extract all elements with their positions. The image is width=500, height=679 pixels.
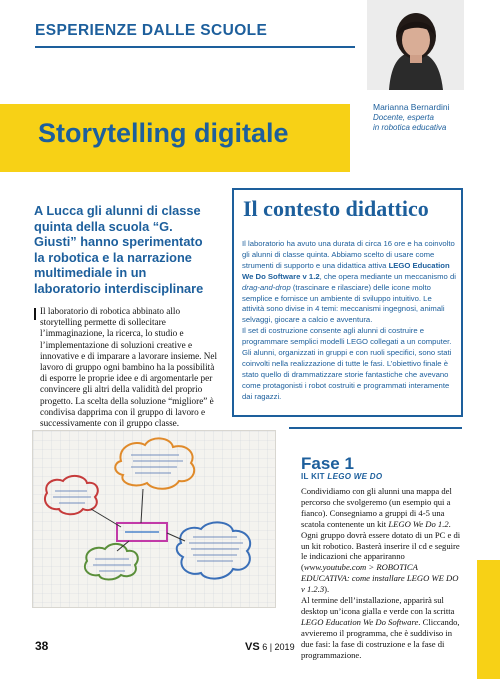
- fase-text: [301, 486, 463, 661]
- page-edge-accent: [477, 560, 500, 679]
- section-label: ESPERIENZE DALLE SCUOLE: [35, 22, 268, 39]
- page-number: 38: [35, 639, 49, 653]
- author-role: [373, 113, 483, 133]
- context-paragraph-2: Il set di costruzione consente agli alunni di costruire e programmare semplici modelli LEGO collegati a un computer. Gli alunni, organizzati in gruppi e con ruoli specifici, sono stati coinvolti nella realizzazione di tutte le fasi. L’obiettivo finale è stato quello di drammatizzare storie fantastiche che avevano come protagonisti i robot costruiti e programmati interamente dai ragazzi.: [242, 326, 452, 401]
- author-role-line2: in robotica educativa: [373, 123, 447, 132]
- fase-rule: [289, 427, 462, 429]
- software-name: LEGO Education We Do Software v 1.2: [242, 260, 450, 281]
- article-title: Storytelling digitale: [38, 118, 289, 148]
- context-paragraph-1: Il laboratorio ha avuto una durata di circa 16 ore e ha coinvolto gli alunni di classe quinta. Abbiamo scelto di usare come strumenti di supporto e una didattica attiva LEGO Education We Do Software v 1.2, che opera mediante un meccanismo di drag-and-drop (trascinare e rilasciare) delle icone molto semplice e fornisce un ambiente di sviluppo intuitivo. Le attività sono divise in 4 temi: meccanismi ingegnosi, animali selvaggi, giocare a calcio e avventura.: [242, 239, 456, 325]
- fase-title: Fase 1: [301, 454, 354, 473]
- context-box-text: [242, 239, 456, 403]
- header-rule: [35, 46, 355, 48]
- paragraph-marker: [34, 308, 36, 320]
- youtube-reference: www.youtube.com > ROBOTICA EDUCATIVA: come installare LEGO WE DO v 1.2.3: [301, 562, 459, 595]
- magazine-issue: [245, 641, 295, 653]
- issue-date: 6 | 2019: [262, 642, 295, 652]
- body-paragraph: [40, 306, 223, 429]
- magazine-logo: VS: [245, 641, 260, 653]
- author-name: Marianna Bernardini: [373, 102, 450, 112]
- body-text: Il laboratorio di robotica abbinato allo storytelling permette di sollecitare l’immaginazione, la ricerca, lo studio e l’implementazione di soluzioni creative e innovative e di imparare a lavorare insieme. Nel lavoro di gruppo ogni bambino ha la possibilità di esporre le proprie idee e di argomentarle per convincere gli altri della validità del proprio progetto. La scelta della soluzione “migliore” è condivisa dapprima con il gruppo di lavoro e successivamente con il gruppo classe.: [40, 306, 218, 429]
- lead-paragraph: A Lucca gli alunni di classe quinta della scuola “G. Giusti” hanno sperimentato la robotica e la narrazione multimediale in un laboratorio interdisciplinare: [34, 203, 204, 296]
- drag-drop-term: drag-and-drop: [242, 282, 291, 292]
- author-role-line1: Docente, esperta: [373, 113, 434, 122]
- fase-paragraph-2: Al termine dell’installazione, apparirà sul desktop un’icona gialla e verde con la scritta LEGO Education We Do Software. Cliccando, avvieremo il programma, che è suddiviso in due fasi: la fase di costruzione e la fase di programmazione.: [301, 595, 460, 660]
- fase-subtitle: IL KIT LEGO WE DO: [301, 472, 383, 481]
- concept-map-photo: [32, 430, 276, 608]
- author-photo: [367, 0, 464, 90]
- context-box-title: Il contesto didattico: [243, 196, 429, 221]
- fase-paragraph-1: Condividiamo con gli alunni una mappa del percorso che svolgeremo (un esempio qui a fianco). Consegniamo a gruppi di 4-5 una scatola contenente un kit LEGO We Do 1.2. Ogni gruppo dovrà essere dotato di un PC e di un kit robotico. Basterà inserire il cd e seguire le indicazioni che appariranno (www.youtube.com > ROBOTICA EDUCATIVA: come installare LEGO WE DO v 1.2.3).: [301, 486, 461, 595]
